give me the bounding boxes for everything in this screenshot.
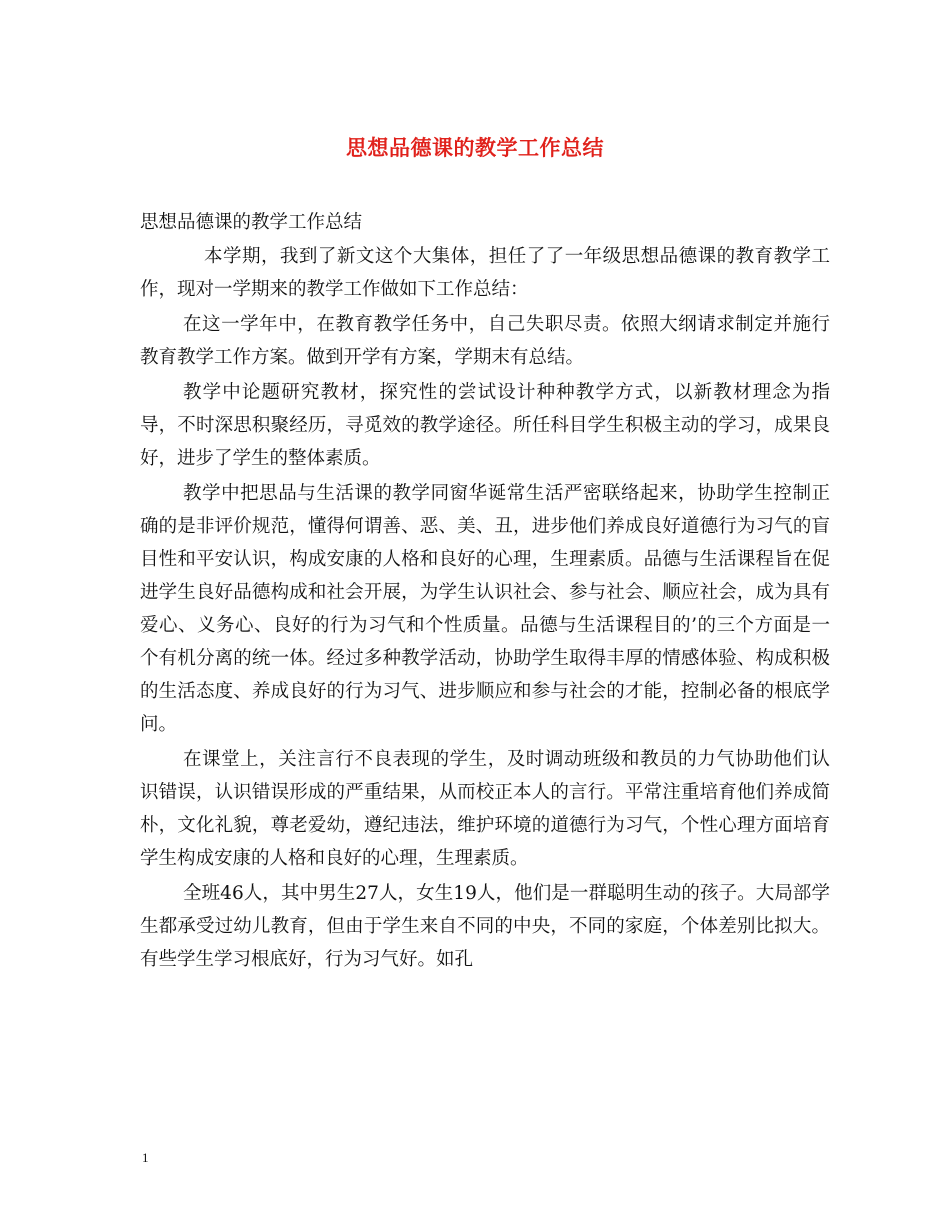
document-title: 思想品德课的教学工作总结 [346,135,604,160]
paragraph-teaching-methods: 教学中论题研究教材，探究性的尝试设计种种教学方式，以新教材理念为指导，不时深思积聚经历，寻觅效的教学途径。所任科目学生积极主动的学习，成果良好，进步了学生的整体素质。 [140,382,830,469]
paragraph-intro: 本学期，我到了新文这个大集体，担任了了一年级思想品德课的教育教学工作，现对一学期来的教学工作做如下工作总结： [140,246,830,300]
document-body [140,240,830,978]
paragraph-class-profile: 全班46人，其中男生27人，女生19人，他们是一群聪明生动的孩子。大局部学生都承受过幼儿教育，但由于学生来自不同的中央，不同的家庭，个体差别比拟大。有些学生学习根底好，行为习气好。如孔 [140,883,830,970]
paragraph-classroom-behavior: 在课堂上，关注言行不良表现的学生，及时调动班级和教员的力气协助他们认识错误，认识错误形成的严重结果，从而校正本人的言行。平常注重培育他们养成简朴，文化礼貌，尊老爱幼，遵纪违法，维护环境的道德行为习气，个性心理方面培育学生构成安康的人格和良好的心理，生理素质。 [140,749,830,869]
document-subtitle: 思想品德课的教学工作总结 [140,212,363,233]
paragraph-duties: 在这一学年中，在教育教学任务中，自己失职尽责。依照大纲请求制定并施行教育教学工作方案。做到开学有方案，学期末有总结。 [140,314,830,368]
page-number: 1 [142,1150,149,1165]
paragraph-life-connection: 教学中把思品与生活课的教学同窗华诞常生活严密联络起来，协助学生控制正确的是非评价规范，懂得何谓善、恶、美、丑，进步他们养成良好道德行为习气的盲目性和平安认识，构成安康的人格和良好的心理，生理素质。品德与生活课程旨在促进学生良好品德构成和社会开展，为学生认识社会、参与社会、顺应社会，成为具有爱心、义务心、良好的行为习气和个性质量。品德与生活课程目的’的三个方面是一个有机分离的统一体。经过多种教学活动，协助学生取得丰厚的情感体验、构成积极的生活态度、养成良好的行为习气、进步顺应和参与社会的才能，控制必备的根底学问。 [140,483,830,735]
